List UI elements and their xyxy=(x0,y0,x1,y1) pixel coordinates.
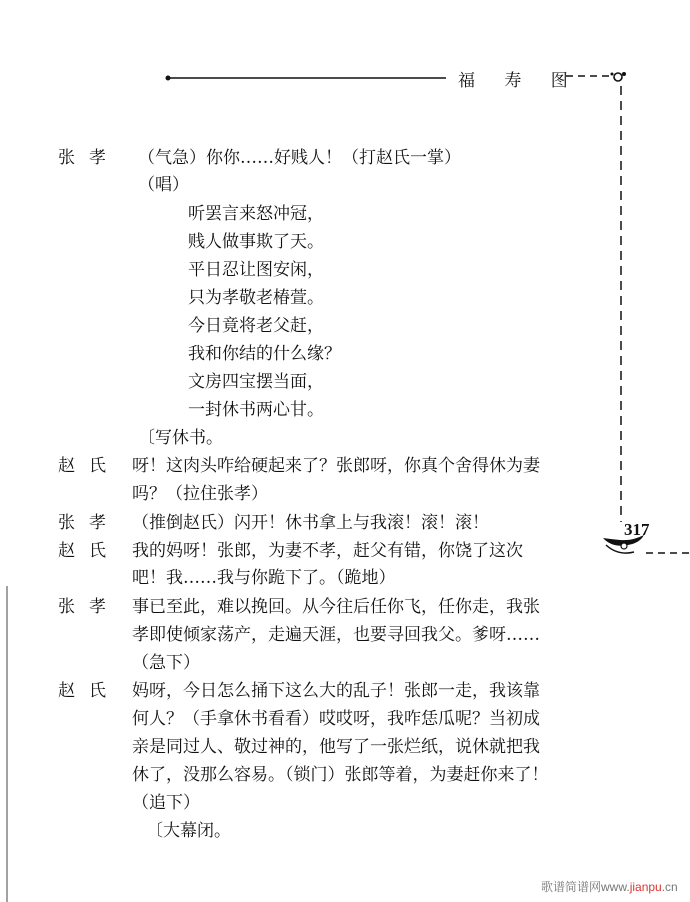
verse-line: 今日竟将老父赶， xyxy=(188,316,324,336)
verse-line: 文房四宝摆当面， xyxy=(188,372,324,392)
dialogue-line: （急下） xyxy=(132,653,200,673)
speaker-name: 张孝 xyxy=(58,597,120,617)
dialogue-line: 事已至此，难以挽回。从今往后任你飞，任你走，我张 xyxy=(132,597,540,617)
page-number: 317 xyxy=(624,520,650,539)
speaker-name: 赵氏 xyxy=(58,541,120,561)
stage-direction: 〔大幕闭。 xyxy=(146,821,231,841)
dialogue-line: （气急）你你……好贱人！（打赵氏一掌） xyxy=(138,148,461,168)
dialogue-line: 亲是同过人、敬过神的，他写了一张烂纸，说休就把我 xyxy=(132,737,540,757)
speaker-name: 张孝 xyxy=(58,513,120,533)
header-dot xyxy=(166,76,171,81)
dialogue-line: 妈呀，今日怎么捅下这么大的乱子！张郎一走，我该靠 xyxy=(132,681,540,701)
watermark-url-pre: www. xyxy=(601,880,630,894)
speaker-name: 赵氏 xyxy=(58,456,120,476)
corner-ornament-icon xyxy=(611,72,627,81)
verse-line: 听罢言来怒冲冠， xyxy=(188,204,324,224)
dialogue-line: （追下） xyxy=(132,793,200,813)
watermark-url-post: .cn xyxy=(661,880,678,894)
dialogue-line: 何人？（手拿休书看看）哎哎呀，我咋恁瓜呢？当初成 xyxy=(132,709,540,729)
dialogue-line: 孝即使倾家荡产，走遍天涯，也要寻回我父。爹呀…… xyxy=(132,625,540,645)
watermark-prefix: 歌谱简谱网 xyxy=(541,880,602,894)
dialogue-line: （推倒赵氏）闪开！休书拿上与我滚！滚！滚！ xyxy=(132,513,489,533)
speaker-name: 赵氏 xyxy=(58,681,120,701)
verse-line: 只为孝敬老椿萱。 xyxy=(188,288,324,308)
verse-line: 我和你结的什么缘？ xyxy=(188,344,341,364)
verse-line: 平日忍让图安闲， xyxy=(188,260,324,280)
dialogue-line: 我的妈呀！张郎，为妻不孝，赶父有错，你饶了这次 xyxy=(132,541,523,561)
dialogue-line: 吗？（拉住张孝） xyxy=(132,484,268,504)
watermark-url-accent: jianpu xyxy=(629,880,662,894)
header-title: 福 寿 图 xyxy=(458,71,580,91)
stage-direction: 〔写休书。 xyxy=(138,428,223,448)
verse-line: 一封休书两心甘。 xyxy=(188,400,324,420)
dialogue-line: 休了，没那么容易。（锁门）张郎等着，为妻赶你来了！ xyxy=(132,765,549,785)
dialogue-line: 呀！这肉头咋给硬起来了？张郎呀，你真个舍得休为妻 xyxy=(132,456,540,476)
speaker-name: 张孝 xyxy=(58,148,120,168)
stage-direction: （唱） xyxy=(138,175,189,195)
verse-line: 贱人做事欺了天。 xyxy=(188,232,324,252)
dialogue-line: 吧！我……我与你跪下了。（跪地） xyxy=(132,568,396,588)
site-watermark xyxy=(541,878,678,895)
